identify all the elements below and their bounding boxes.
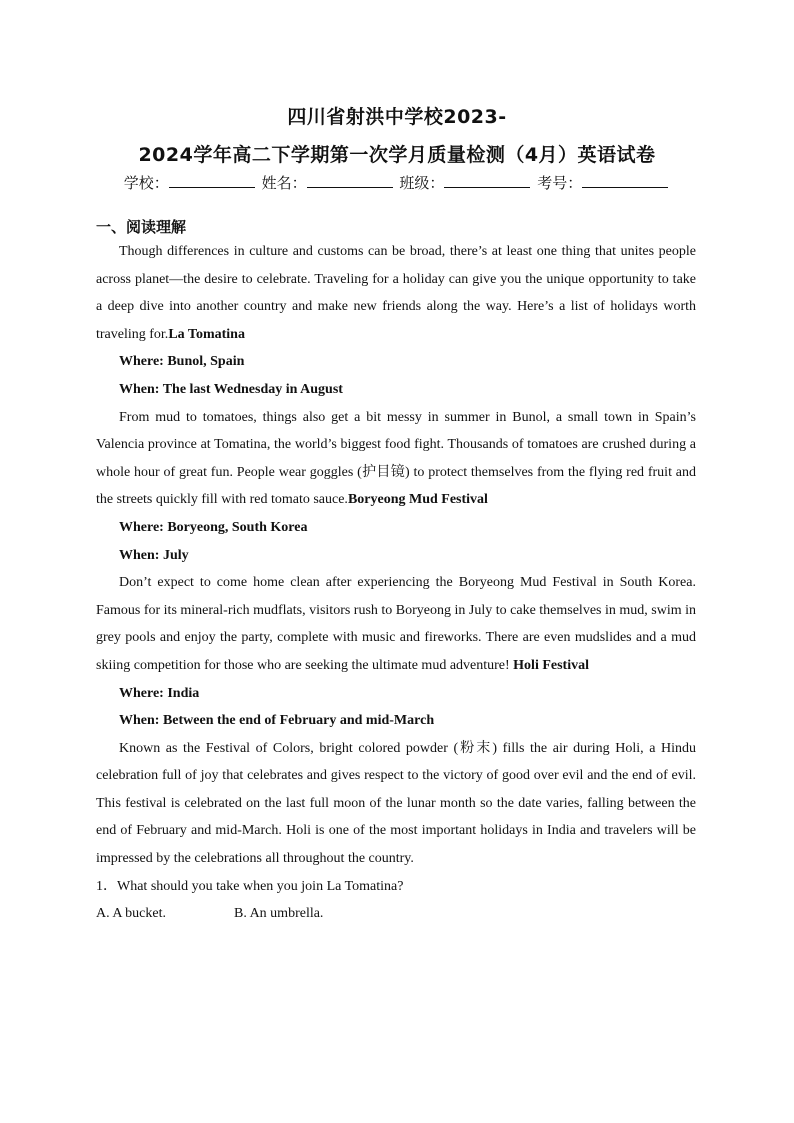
option-a[interactable]: A. A bucket. — [96, 906, 166, 922]
festival-heading-boryeong: Boryeong Mud Festival — [347, 492, 488, 508]
student-info-row — [0, 172, 794, 193]
boryeong-where: Where: Boryeong, South Korea — [119, 519, 308, 535]
festival-heading-holi: Holi Festival — [513, 657, 589, 673]
tomatina-when: When: The last Wednesday in August — [119, 381, 343, 397]
boryeong-text: Don’t expect to come home clean after experiencing the Boryeong Mud Festival in South Korea. Famous for its mineral-rich mudflats, visitors rush to Boryeong in July to cake themselves in mud, swim in grey pools and enjoy the party, complete with music and fireworks. There are even mudslides and a mud skiing competition for those who are seeking the ultimate mud adventure! — [96, 575, 696, 673]
name-blank[interactable] — [307, 174, 393, 188]
festival-heading-tomatina: La Tomatina — [168, 326, 245, 342]
exam-number-label: 考号： — [537, 174, 583, 192]
question-1-options — [96, 900, 696, 928]
tomatina-where: Where: Bunol, Spain — [119, 354, 245, 370]
school-label: 学校： — [123, 174, 169, 192]
exam-title-line2: 2024学年高二下学期第一次学月质量检测（4月）英语试卷 — [138, 144, 656, 166]
holi-paragraph: Known as the Festival of Colors, bright colored powder (粉末) fills the air during Holi, a Hindu celebration full of joy that celebrates and gives respect to the victory of good over evil and the end of evil. This festival is celebrated on the last full moon of the lunar month so the date varies, falling between the end of February and mid-March. Holi is one of the most important holidays in India and travelers will be impressed by the celebrations all throughout the country. — [96, 740, 696, 867]
holi-where: Where: India — [119, 685, 200, 701]
passage-intro — [96, 238, 696, 348]
holi-when: When: Between the end of February and mid-March — [119, 713, 435, 729]
option-b[interactable]: B. An umbrella. — [234, 906, 324, 922]
exam-number-blank[interactable] — [582, 174, 668, 188]
name-label: 姓名： — [261, 174, 307, 192]
question-1: 1．What should you take when you join La Tomatina? — [96, 878, 404, 894]
tomatina-paragraph — [96, 404, 696, 514]
class-blank[interactable] — [444, 174, 530, 188]
boryeong-paragraph — [96, 569, 696, 679]
class-label: 班级： — [399, 174, 445, 192]
intro-text: Though differences in culture and customs can be broad, there’s at least one thing that unites people across planet—the desire to celebrate. Traveling for a holiday can give you the unique opportunity to take a deep dive into another country and make new friends along the way. Here’s a list of holidays worth traveling for. — [96, 244, 696, 342]
school-blank[interactable] — [169, 174, 255, 188]
exam-title-line1: 四川省射洪中学校2023- — [287, 106, 507, 128]
section-title: 一、阅读理解 — [96, 218, 187, 236]
tomatina-text: From mud to tomatoes, things also get a bit messy in summer in Bunol, a small town in Spain’s Valencia province at Tomatina, the world’s biggest food fight. Thousands of tomatoes are crushed during a whole hour of great fun. People wear goggles (护目镜) to protect themselves from the flying red fruit and the streets quickly fill with red tomato sauce. — [96, 409, 696, 508]
reading-passage — [96, 238, 696, 928]
boryeong-when: When: July — [119, 547, 189, 563]
